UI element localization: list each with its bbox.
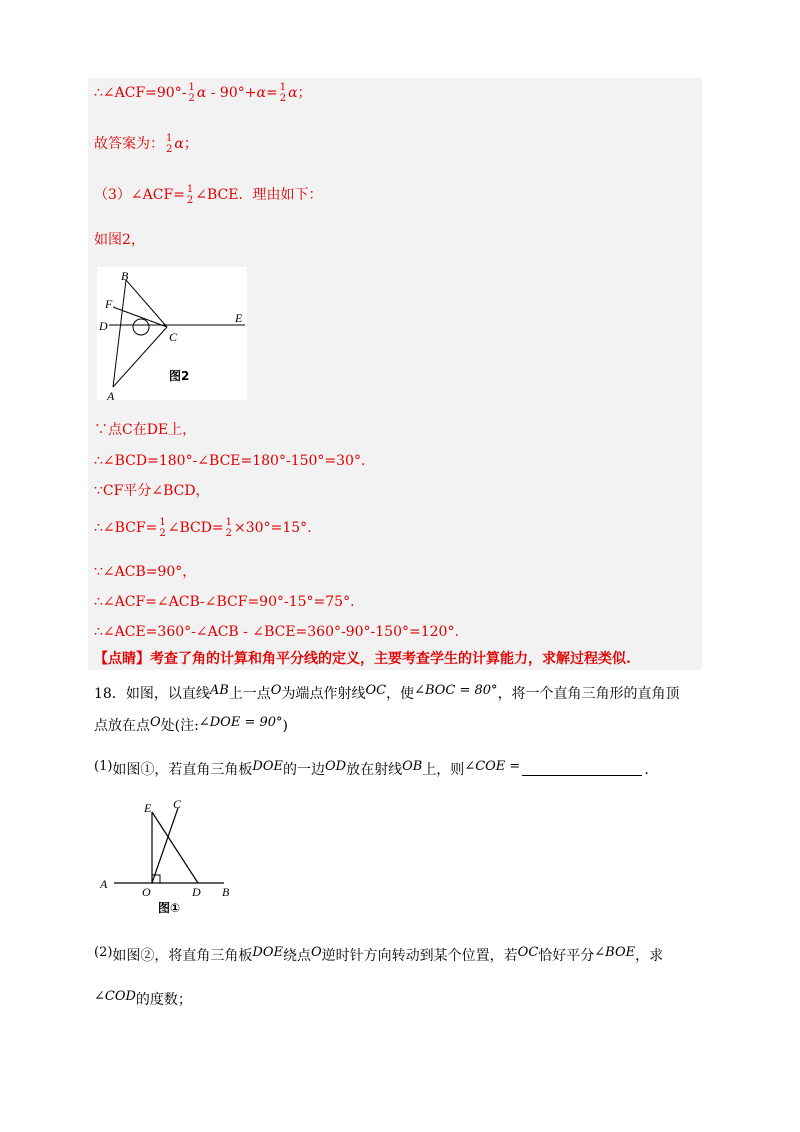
text: ； (297, 85, 312, 101)
alpha: α (256, 85, 266, 101)
line-ba (113, 280, 126, 387)
solution-line-4: 如图2， (94, 232, 145, 248)
denominator: 2 (166, 144, 173, 155)
text: 放在射线 (346, 762, 403, 778)
text: 恰好平分 (538, 948, 595, 964)
math-angle-boe: ∠BOE (594, 945, 636, 960)
math-ab: AB (209, 683, 229, 698)
numerator: 1 (188, 82, 195, 93)
text: ∴∠BCF= (94, 520, 158, 536)
text: 为端点作射线 (281, 686, 366, 702)
denominator: 2 (279, 93, 287, 104)
text: 上，则 (422, 762, 465, 778)
question-18-part-2 (94, 942, 663, 967)
text: 逆时针方向转动到某个位置，若 (321, 948, 518, 964)
part-number: (1) (94, 759, 113, 774)
fraction (226, 517, 232, 539)
question-18-line-1 (94, 680, 680, 705)
math-o: O (270, 683, 282, 698)
solution-line-5: ∵点C在DE上， (94, 422, 197, 438)
part-number: (2) (94, 945, 113, 960)
numerator: 1 (279, 82, 287, 93)
denominator: 2 (159, 528, 166, 539)
math-doe: DOE (252, 945, 283, 960)
label-a: A (100, 877, 108, 891)
denominator: 2 (186, 195, 194, 206)
math-oc: OC (365, 683, 387, 698)
solution-line-8 (94, 517, 312, 539)
figure-1-diagram (98, 792, 238, 917)
line-bc (126, 280, 167, 327)
solution-line-7: ∵CF平分∠BCD， (94, 483, 210, 499)
math-o: O (311, 945, 322, 960)
solution-line-6: ∴∠BCD=180°-∠BCE=180°-150°=30°. (94, 453, 366, 469)
fraction (187, 184, 193, 206)
text: - 90°+ (206, 85, 257, 101)
solution-remark: 【点睛】考查了角的计算和角平分线的定义，主要考查学生的计算能力，求解过程类似. (94, 651, 631, 667)
text: 18．如图，以直线 (94, 686, 210, 702)
label-d: D (99, 319, 108, 333)
text: 故答案为： (94, 136, 164, 152)
math-angle-coe: ∠COE = (464, 759, 521, 774)
label-b: B (222, 885, 230, 899)
fraction (159, 517, 165, 539)
line-ac (113, 327, 167, 387)
numerator: 1 (225, 517, 233, 528)
figure-2 (97, 267, 247, 400)
label-c: C (169, 330, 178, 344)
figure-caption: 图① (158, 901, 181, 915)
figure-1 (98, 792, 238, 917)
text: ∴∠ACF=90°- (94, 85, 187, 101)
label-c: C (173, 797, 182, 811)
math-od: OD (325, 759, 347, 774)
alpha: α (288, 85, 298, 101)
text: = (265, 85, 278, 101)
math-angle-boc: ∠BOC = 80° (414, 683, 498, 698)
solution-line-11: ∴∠ACE=360°-∠ACB - ∠BCE=360°-90°-150°=120°. (94, 624, 459, 640)
text: ，求 (635, 948, 664, 964)
label-b: B (121, 269, 129, 283)
label-f: F (105, 297, 113, 311)
solution-line-10: ∴∠ACF=∠ACB-∠BCF=90°-15°=75°. (94, 594, 355, 610)
question-18-part-1 (94, 756, 658, 781)
numerator: 1 (159, 517, 166, 528)
alpha: α (196, 85, 207, 101)
math-oc: OC (517, 945, 539, 960)
fraction (188, 82, 194, 104)
label-d: D (192, 885, 201, 899)
question-18-part-2b (94, 986, 192, 1011)
label-a: A (107, 389, 115, 400)
solution-line-2 (94, 133, 198, 155)
solution-line-9: ∵∠ACB=90°， (94, 564, 197, 580)
question-18-line-2 (94, 712, 288, 737)
answer-blank[interactable] (522, 761, 642, 776)
text: ，使 (386, 686, 415, 702)
text: 如图②，将直角三角板 (112, 948, 253, 964)
text: 上一点 (228, 686, 271, 702)
text: ； (183, 136, 198, 152)
numerator: 1 (186, 184, 194, 195)
label-o: O (142, 885, 151, 899)
denominator: 2 (188, 93, 195, 104)
text: 处(注: (160, 718, 199, 734)
text: ． (644, 762, 659, 778)
math-angle-cod: ∠COD (94, 989, 136, 1004)
fraction (166, 133, 172, 155)
text: 的度数； (135, 992, 192, 1008)
numerator: 1 (166, 133, 173, 144)
label-e: E (235, 311, 243, 325)
text: 如图①，若直角三角板 (112, 762, 253, 778)
denominator: 2 (225, 528, 233, 539)
text: （3）∠ACF= (94, 187, 185, 203)
figure-2-diagram (97, 267, 247, 400)
math-ob: OB (402, 759, 423, 774)
text: 的一边 (283, 762, 325, 778)
text: 点放在点 (94, 718, 150, 734)
math-o: O (150, 715, 161, 730)
line-ed (152, 812, 198, 883)
fraction (280, 82, 286, 104)
text: ∠BCE．理由如下： (195, 187, 323, 203)
solution-line-1 (94, 82, 312, 104)
angle-arc (133, 319, 149, 335)
math-doe: DOE (252, 759, 283, 774)
math-angle-doe: ∠DOE = 90° (198, 715, 283, 730)
text: ×30°=15°. (234, 520, 312, 536)
text: ，将一个直角三角形的直角顶 (497, 686, 680, 702)
text: ∠BCD= (167, 520, 224, 536)
label-e: E (144, 801, 152, 815)
text: ) (282, 718, 288, 734)
solution-line-3 (94, 184, 323, 206)
figure-caption: 图2 (169, 369, 190, 383)
alpha: α (174, 136, 184, 152)
text: 绕点 (283, 948, 311, 964)
